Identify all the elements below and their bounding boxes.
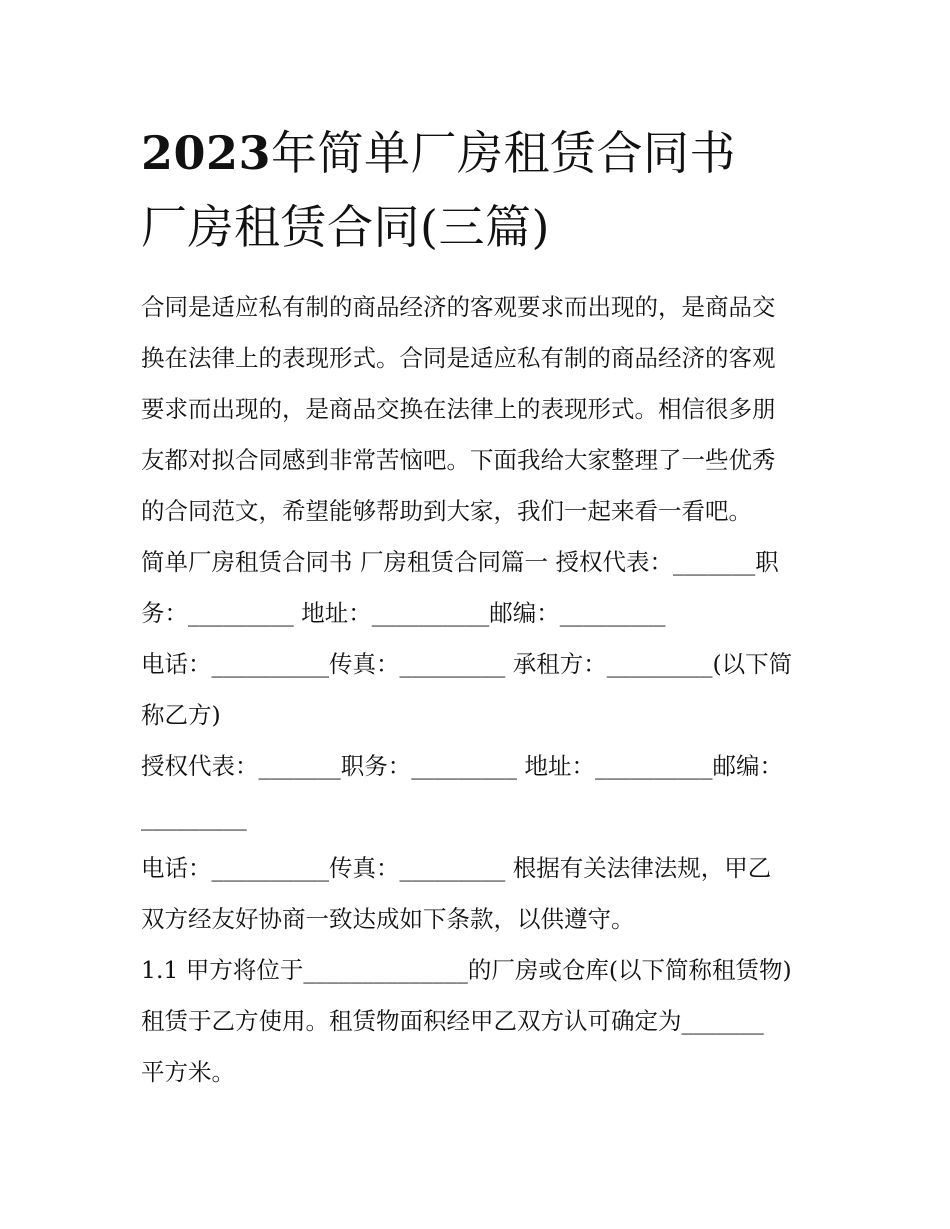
text-line: 双方经友好协商一致达成如下条款，以供遵守。 [141, 905, 635, 933]
text-line: 务：_________ 地址：__________邮编：_________ [141, 599, 666, 627]
lessor-contact-paragraph [141, 639, 821, 741]
text-line: 电话：__________传真：_________ 承租方：_________(以下简 [141, 650, 793, 678]
text-line: 电话：__________传真：_________ 根据有关法律法规，甲乙 [141, 854, 772, 882]
text-line: 简单厂房租赁合同书 厂房租赁合同篇一 授权代表：_______职 [141, 548, 779, 576]
title-text: 年简单厂房租赁合同书 [271, 126, 737, 180]
document-title [141, 116, 821, 264]
text-line: 平方米。 [141, 1058, 235, 1086]
text-line: 合同是适应私有制的商品经济的客观要求而出现的，是商品交 [141, 293, 776, 321]
title-year: 2023 [141, 126, 272, 180]
title-line-2: 厂房租赁合同(三篇) [141, 200, 550, 254]
text-line: 1.1 甲方将位于______________的厂房或仓库(以下简称租赁物) [141, 956, 792, 984]
clause-1-1-paragraph [141, 945, 821, 1098]
lessee-representative-paragraph [141, 741, 821, 843]
document-body [141, 282, 821, 1098]
text-line: 要求而出现的，是商品交换在法律上的表现形式。相信很多朋 [141, 395, 776, 423]
text-line: 换在法律上的表现形式。合同是适应私有制的商品经济的客观 [141, 344, 776, 372]
text-line: 的合同范文，希望能够帮助到大家，我们一起来看一看吧。 [141, 497, 752, 525]
document-page [141, 116, 821, 1098]
text-line: 租赁于乙方使用。租赁物面积经甲乙双方认可确定为_______ [141, 1007, 764, 1035]
text-line: 友都对拟合同感到非常苦恼吧。下面我给大家整理了一些优秀 [141, 446, 776, 474]
intro-paragraph [141, 282, 821, 537]
text-line: _________ [141, 803, 247, 831]
lessor-representative-paragraph [141, 537, 821, 639]
text-line: 授权代表：_______职务：_________ 地址：__________邮编： [141, 752, 783, 780]
lessee-contact-paragraph [141, 843, 821, 945]
text-line: 称乙方) [141, 701, 221, 729]
title-line-1 [141, 116, 821, 190]
